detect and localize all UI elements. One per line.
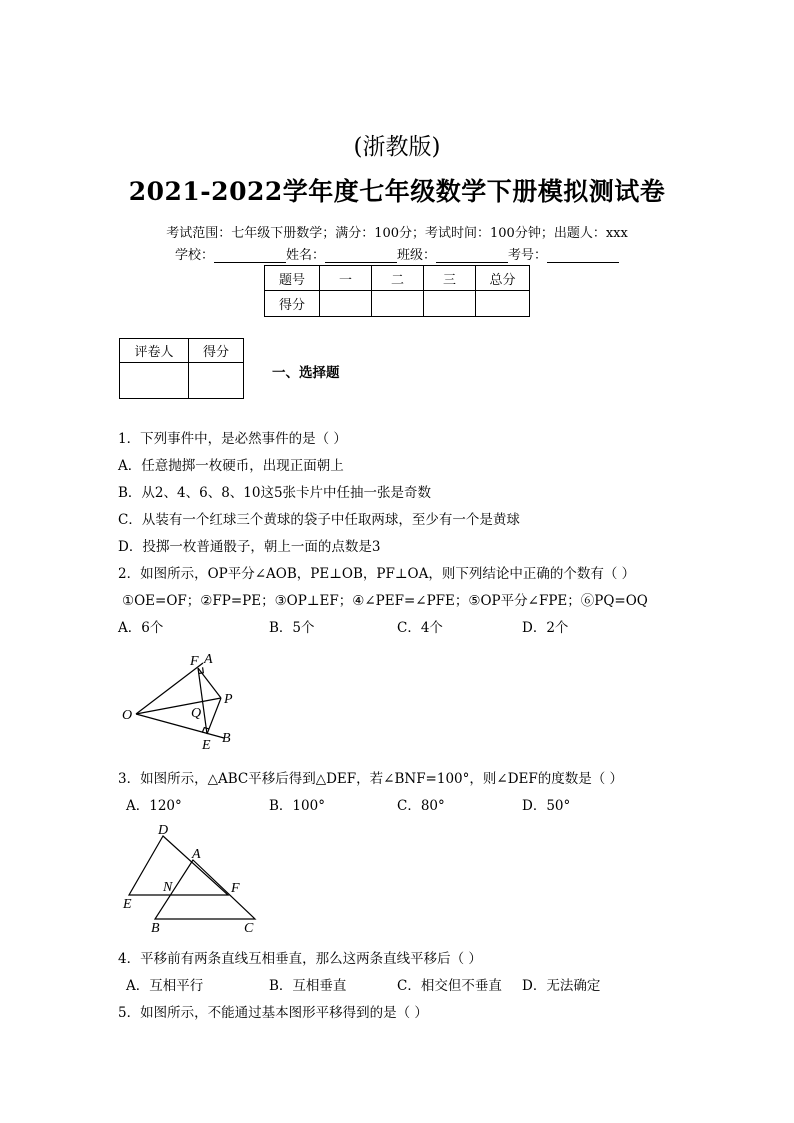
question-2-substem: ①OE=OF；②FP=PE；③OP⊥EF；④∠PEF=∠PFE；⑤OP平分∠FPE；⑥PQ=OQ <box>122 593 648 609</box>
question-2-option-c[interactable]: C．4个 <box>397 620 443 636</box>
label-f: F <box>231 881 240 896</box>
question-5-stem: 5．如图所示，不能通过基本图形平移得到的是（ ） <box>118 1005 428 1021</box>
label-q: Q <box>191 706 202 721</box>
question-2-figure <box>118 646 248 756</box>
question-2-option-a[interactable]: A．6个 <box>118 620 164 636</box>
question-3-option-a[interactable]: A．120° <box>126 798 182 814</box>
label-a: A <box>192 847 201 862</box>
label-b: B <box>151 921 160 936</box>
number-label: 考号： <box>508 248 548 263</box>
grader-header: 评卷人 <box>120 339 189 363</box>
grader-cell[interactable] <box>120 363 189 399</box>
score-cell[interactable] <box>424 291 476 317</box>
score-header: 题号 <box>265 266 320 291</box>
question-1-option-d[interactable]: D．投掷一枚普通骰子，朝上一面的点数是3 <box>118 539 381 555</box>
question-4-stem: 4．平移前有两条直线互相垂直，那么这两条直线平移后（ ） <box>118 951 482 967</box>
exam-title: 2021-2022学年度七年级数学下册模拟测试卷 <box>128 177 666 206</box>
class-field[interactable] <box>436 248 508 263</box>
label-p: P <box>224 692 233 707</box>
grader-table <box>119 338 244 399</box>
label-a: A <box>204 652 213 667</box>
triangle-def <box>129 836 228 895</box>
name-label: 姓名： <box>285 248 325 263</box>
label-o: O <box>122 708 133 723</box>
label-d: D <box>158 823 169 838</box>
question-4-option-c[interactable]: C．相交但不垂直 <box>397 978 502 994</box>
edition-label: (浙教版) <box>353 134 441 160</box>
question-4-option-b[interactable]: B．互相垂直 <box>269 978 347 994</box>
question-1-option-c[interactable]: C．从装有一个红球三个黄球的袋子中任取两球，至少有一个是黄球 <box>118 512 520 528</box>
score-header: 二 <box>372 266 424 291</box>
question-4-option-a[interactable]: A．互相平行 <box>126 978 204 994</box>
line-op <box>136 698 221 714</box>
name-field[interactable] <box>325 248 397 263</box>
question-3-option-c[interactable]: C．80° <box>397 798 445 814</box>
score-cell[interactable] <box>476 291 530 317</box>
line-ob <box>136 714 224 738</box>
question-4-option-d[interactable]: D．无法确定 <box>522 978 601 994</box>
label-b: B <box>222 731 231 746</box>
section-title: 一、选择题 <box>272 365 340 381</box>
exam-info: 考试范围：七年级下册数学；满分：100分；考试时间：100分钟；出题人：xxx <box>166 226 628 241</box>
grader-cell[interactable] <box>189 363 244 399</box>
school-label: 学校： <box>174 248 214 263</box>
question-3-figure <box>118 818 263 936</box>
score-header: 三 <box>424 266 476 291</box>
question-3-option-b[interactable]: B．100° <box>269 798 325 814</box>
question-1-option-b[interactable]: B．从2、4、6、8、10这5张卡片中任抽一张是奇数 <box>118 485 432 501</box>
label-e: E <box>202 738 211 753</box>
score-row-label: 得分 <box>265 291 320 317</box>
question-1-option-a[interactable]: A．任意抛掷一枚硬币，出现正面朝上 <box>118 458 344 474</box>
question-3-option-d[interactable]: D．50° <box>522 798 571 814</box>
label-e: E <box>123 897 132 912</box>
label-n: N <box>163 880 173 895</box>
question-2-stem: 2．如图所示，OP平分∠AOB，PE⊥OB，PF⊥OA，则下列结论中正确的个数有（ ） <box>118 566 636 582</box>
class-label: 班级： <box>397 248 437 263</box>
score-header: 一 <box>320 266 372 291</box>
question-1-stem: 1．下列事件中，是必然事件的是（ ） <box>118 431 347 447</box>
score-table <box>264 265 530 317</box>
label-c: C <box>244 921 254 936</box>
grader-header: 得分 <box>189 339 244 363</box>
student-fields <box>0 244 794 263</box>
score-header: 总分 <box>476 266 530 291</box>
question-2-option-d[interactable]: D．2个 <box>522 620 569 636</box>
number-field[interactable] <box>547 248 619 263</box>
question-2-option-b[interactable]: B．5个 <box>269 620 315 636</box>
score-cell[interactable] <box>372 291 424 317</box>
school-field[interactable] <box>214 248 286 263</box>
label-f: F <box>190 654 199 669</box>
question-3-stem: 3．如图所示，△ABC平移后得到△DEF，若∠BNF=100°，则∠DEF的度数是（ ） <box>118 771 624 787</box>
score-cell[interactable] <box>320 291 372 317</box>
